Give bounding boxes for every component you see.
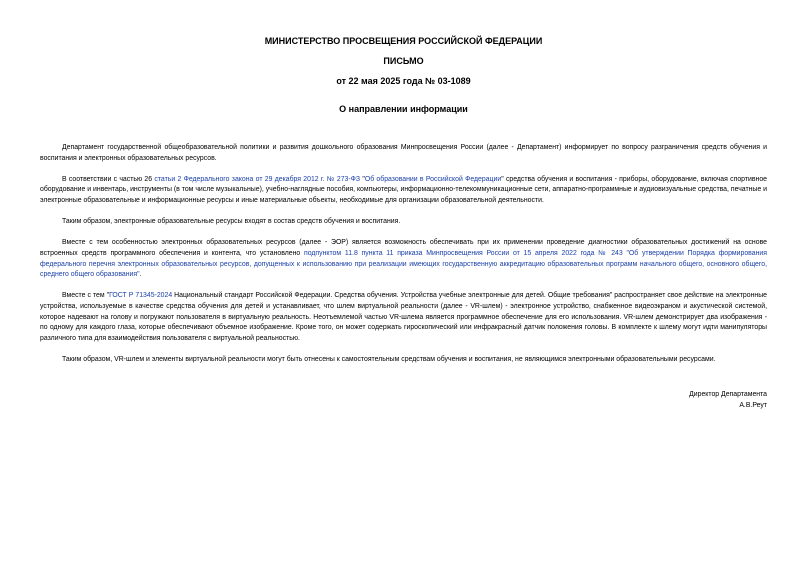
paragraph-text: В соответствии с частью 26 <box>62 175 155 183</box>
document-subject: О направлении информации <box>339 104 468 114</box>
order-243-link[interactable]: подпунктом 11.8 пункта 11 приказа Минпросвещения России от 15 апреля 2022 года № 243 "Об утверждении Порядка формирования федерального перечня электронных образовательных ресурсов, допущенных к использованию при реализации имеющих государственную аккредитацию образовательных программ начального общего, основного общего, среднего общего образования" <box>40 249 767 279</box>
document-body <box>40 143 767 365</box>
paragraph-text: " средства обучения и воспитания - приборы, оборудование, включая спортивное оборудование и инвентарь, инструменты (в том числе музыкальные), учебно-наглядные пособия, компьютеры, информационно-телекоммуникационные сети, аппаратно-программные и аудиовизуальные средства, печатные и электронные образовательные и информационные ресурсы и иные материальные объекты, необходимые для организации образовательной деятельности. <box>40 175 767 204</box>
paragraph-law-definition <box>40 175 767 207</box>
document <box>40 36 767 412</box>
paragraph-conclusion-eor <box>40 217 767 228</box>
paragraph-text: Вместе с тем особенностью электронных образовательных ресурсов (далее - ЭОР) является возможность обеспечивать при их применении проведение диагностики образовательных достижений на основе встроенных средств программного обеспечения и контента, что установлено <box>40 239 767 257</box>
paragraph-text: " <box>360 175 365 183</box>
paragraph-eor-feature <box>40 238 767 280</box>
paragraph-conclusion-vr <box>40 355 767 366</box>
signature-block <box>40 390 767 411</box>
paragraph-text: . <box>139 271 142 279</box>
law-article-link[interactable]: статьи 2 Федерального закона от 29 декабря 2012 г. № 273-ФЗ <box>154 175 361 183</box>
ministry-name: МИНИСТЕРСТВО ПРОСВЕЩЕНИЯ РОССИЙСКОЙ ФЕДЕРАЦИИ <box>264 36 543 46</box>
paragraph-intro <box>40 143 767 164</box>
signatory-position: Директор Департамента <box>689 391 767 399</box>
gost-link[interactable]: ГОСТ Р 71345-2024 <box>109 292 173 300</box>
paragraph-gost-vr <box>40 291 767 344</box>
signatory-name: А.В.Реут <box>739 402 767 410</box>
paragraph-text: Таким образом, электронные образовательные ресурсы входят в состав средств обучения и воспитания. <box>62 218 401 226</box>
paragraph-text: Таким образом, VR-шлем и элементы виртуальной реальности могут быть отнесены к самостоятельным средствам обучения и воспитания, не являющимся электронными образовательными ресурсами. <box>62 355 716 363</box>
law-title-link[interactable]: Об образовании в Российской Федерации <box>364 175 502 183</box>
document-number-date: от 22 мая 2025 года № 03-1089 <box>336 76 471 86</box>
paragraph-text: Национальный стандарт Российской Федерации. Средства обучения. Устройства учебные электронные для детей. Общие требования" распространяет свое действие на электронные устройства, используемые в качестве средства обучения для детей и устанавливает, что шлем виртуальной реальности (далее - VR-шлем) - электронное устройство, снабженное видеоэкраном и акустической системой, которое надевают на голову и погружают пользователя в виртуальную реальность. Неотъемлемой частью VR-шлема является программное обеспечение для его использования. VR-шлем демонстрирует два изображения - по одному для каждого глаза, которые обеспечивают объемное изображение. Кроме того, он может содержать гироскопический или инфракрасный датчик положения головы. В комплекте к шлему могут идти манипуляторы различного типа для взаимодействия пользователя с виртуальной реальностью. <box>40 292 767 342</box>
document-type: ПИСЬМО <box>383 56 424 66</box>
paragraph-text: Департамент государственной общеобразовательной политики и развития дошкольного образования Минпросвещения России (далее - Департамент) информирует по вопросу разграничения средств обучения и воспитания и электронных образовательных ресурсов. <box>40 144 767 162</box>
paragraph-text: Вместе с тем " <box>62 292 110 300</box>
